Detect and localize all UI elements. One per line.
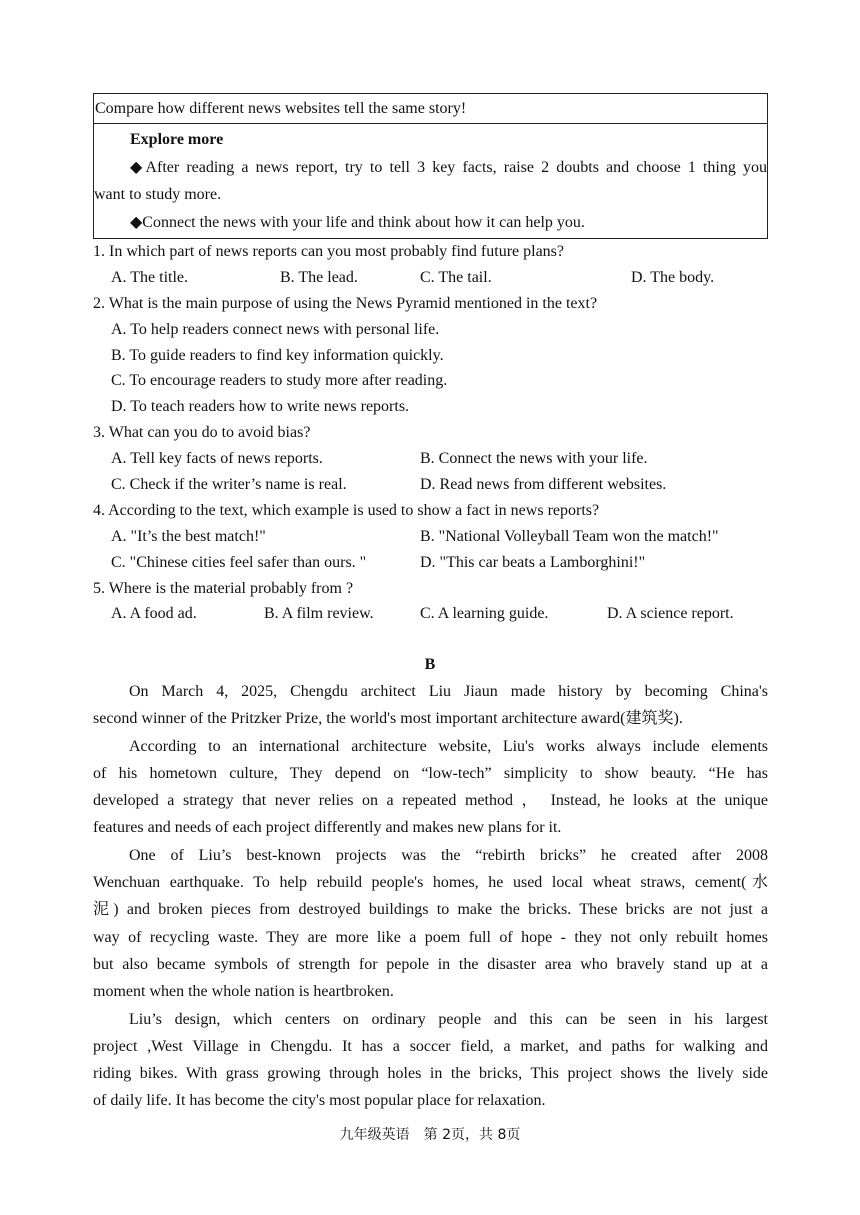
passage-line: 泥) and broken pieces from destroyed buildings to make the bricks. These bricks are not just a: [93, 901, 769, 919]
passage-line: According to an international architecture website, Liu's works always include elements: [129, 737, 768, 755]
question-4-options-ab: [93, 524, 768, 550]
passage-b: [93, 678, 768, 1115]
passage-line: of daily life. It has become the city's most popular place for relaxation.: [93, 1092, 546, 1110]
passage-line: riding bikes. With grass growing through holes in the bricks, This project shows the lively side: [93, 1065, 768, 1083]
q5-option-a[interactable]: A. A food ad.: [111, 605, 197, 623]
passage-line: moment when the whole nation is heartbroken.: [93, 983, 394, 1001]
question-3-options-cd: [93, 472, 768, 498]
q1-option-b[interactable]: B. The lead.: [280, 268, 358, 286]
passage-line: but also became symbols of strength for pepole in the disaster area who bravely stand up at a: [93, 955, 768, 973]
question-1-stem: 1. In which part of news reports can you most probably find future plans?: [93, 243, 564, 260]
question-1-options: [93, 265, 768, 291]
q2-option-a[interactable]: A. To help readers connect news with personal life.: [111, 320, 440, 338]
question-3-stem: 3. What can you do to avoid bias?: [93, 424, 311, 442]
q1-option-a[interactable]: A. The title.: [111, 268, 189, 286]
passage-line: Liu’s design, which centers on ordinary people and this can be seen in his largest: [129, 1010, 768, 1028]
explore-bullet-2: ◆Connect the news with your life and think about how it can help you.: [130, 213, 585, 231]
question-2-stem: 2. What is the main purpose of using the News Pyramid mentioned in the text?: [93, 294, 598, 312]
explore-more-heading: Explore more: [130, 131, 224, 148]
explore-bullet-1: ◆After reading a news report, try to tell 3 key facts, raise 2 doubts and choose 1 thing you: [130, 158, 767, 176]
q3-option-b[interactable]: B. Connect the news with your life.: [420, 450, 648, 468]
q4-option-a[interactable]: A. "It’s the best match!": [111, 527, 266, 545]
passage-line: way of recycling waste. They are more like a poem full of hope - they not only rebuilt homes: [93, 928, 768, 946]
question-2-options-a: [93, 317, 768, 343]
question-4-stem: 4. According to the text, which example is used to show a fact in news reports?: [93, 501, 600, 519]
tip-text: Compare how different news websites tell the same story!: [94, 94, 767, 124]
q2-option-d[interactable]: D. To teach readers how to write news reports.: [111, 398, 410, 416]
q3-option-d[interactable]: D. Read news from different websites.: [420, 476, 667, 494]
passage-line: project ,West Village in Chengdu. It has a soccer field, a market, and paths for walking and: [93, 1037, 768, 1055]
question-2-options-d: [93, 394, 768, 420]
passage-line: of his hometown culture, They depend on “low-tech” simplicity to show beauty. “He has: [93, 764, 768, 782]
passage-line: Wenchuan earthquake. To help rebuild people's homes, he used local wheat straws, cement(水: [93, 874, 768, 892]
q1-option-d[interactable]: D. The body.: [631, 268, 715, 286]
question-5-stem: 5. Where is the material probably from ?: [93, 579, 354, 597]
question-3-options-ab: [93, 446, 768, 472]
passage-line: On March 4, 2025, Chengdu architect Liu Jiaun made history by becoming China's: [129, 683, 768, 700]
section-b-label: B: [424, 656, 436, 673]
explore-more-section: [94, 124, 767, 238]
q2-option-c[interactable]: C. To encourage readers to study more after reading.: [111, 372, 448, 390]
tip-box: [93, 93, 768, 239]
q5-option-d[interactable]: D. A science report.: [607, 605, 734, 623]
page-footer: 九年级英语 第 2页，共 8页: [339, 1127, 521, 1143]
q2-option-b[interactable]: B. To guide readers to find key information quickly.: [111, 346, 444, 364]
q5-option-c[interactable]: C. A learning guide.: [420, 605, 549, 623]
q4-option-d[interactable]: D. "This car beats a Lamborghini!": [420, 553, 646, 571]
question-2-options-c: [93, 368, 768, 394]
q4-option-b[interactable]: B. "National Volleyball Team won the match!": [420, 527, 719, 545]
passage-line: second winner of the Pritzker Prize, the world's most important architecture award(建筑奖).: [93, 710, 683, 728]
explore-bullet-1-cont: want to study more.: [94, 186, 222, 203]
question-4-options-cd: [93, 550, 768, 576]
question-list: [93, 239, 768, 627]
question-2-options-b: [93, 343, 768, 369]
q3-option-c[interactable]: C. Check if the writer’s name is real.: [111, 476, 347, 494]
passage-line: One of Liu’s best-known projects was the “rebirth bricks” he created after 2008: [129, 846, 768, 864]
q4-option-c[interactable]: C. "Chinese cities feel safer than ours. ": [111, 553, 367, 571]
passage-line: features and needs of each project differently and makes new plans for it.: [93, 819, 562, 837]
q3-option-a[interactable]: A. Tell key facts of news reports.: [111, 450, 323, 468]
passage-line: developed a strategy that never relies on a repeated method ， Instead, he looks at the unique: [93, 792, 768, 810]
question-5-options: [93, 601, 768, 627]
q1-option-c[interactable]: C. The tail.: [420, 268, 492, 286]
q5-option-b[interactable]: B. A film review.: [264, 605, 374, 623]
